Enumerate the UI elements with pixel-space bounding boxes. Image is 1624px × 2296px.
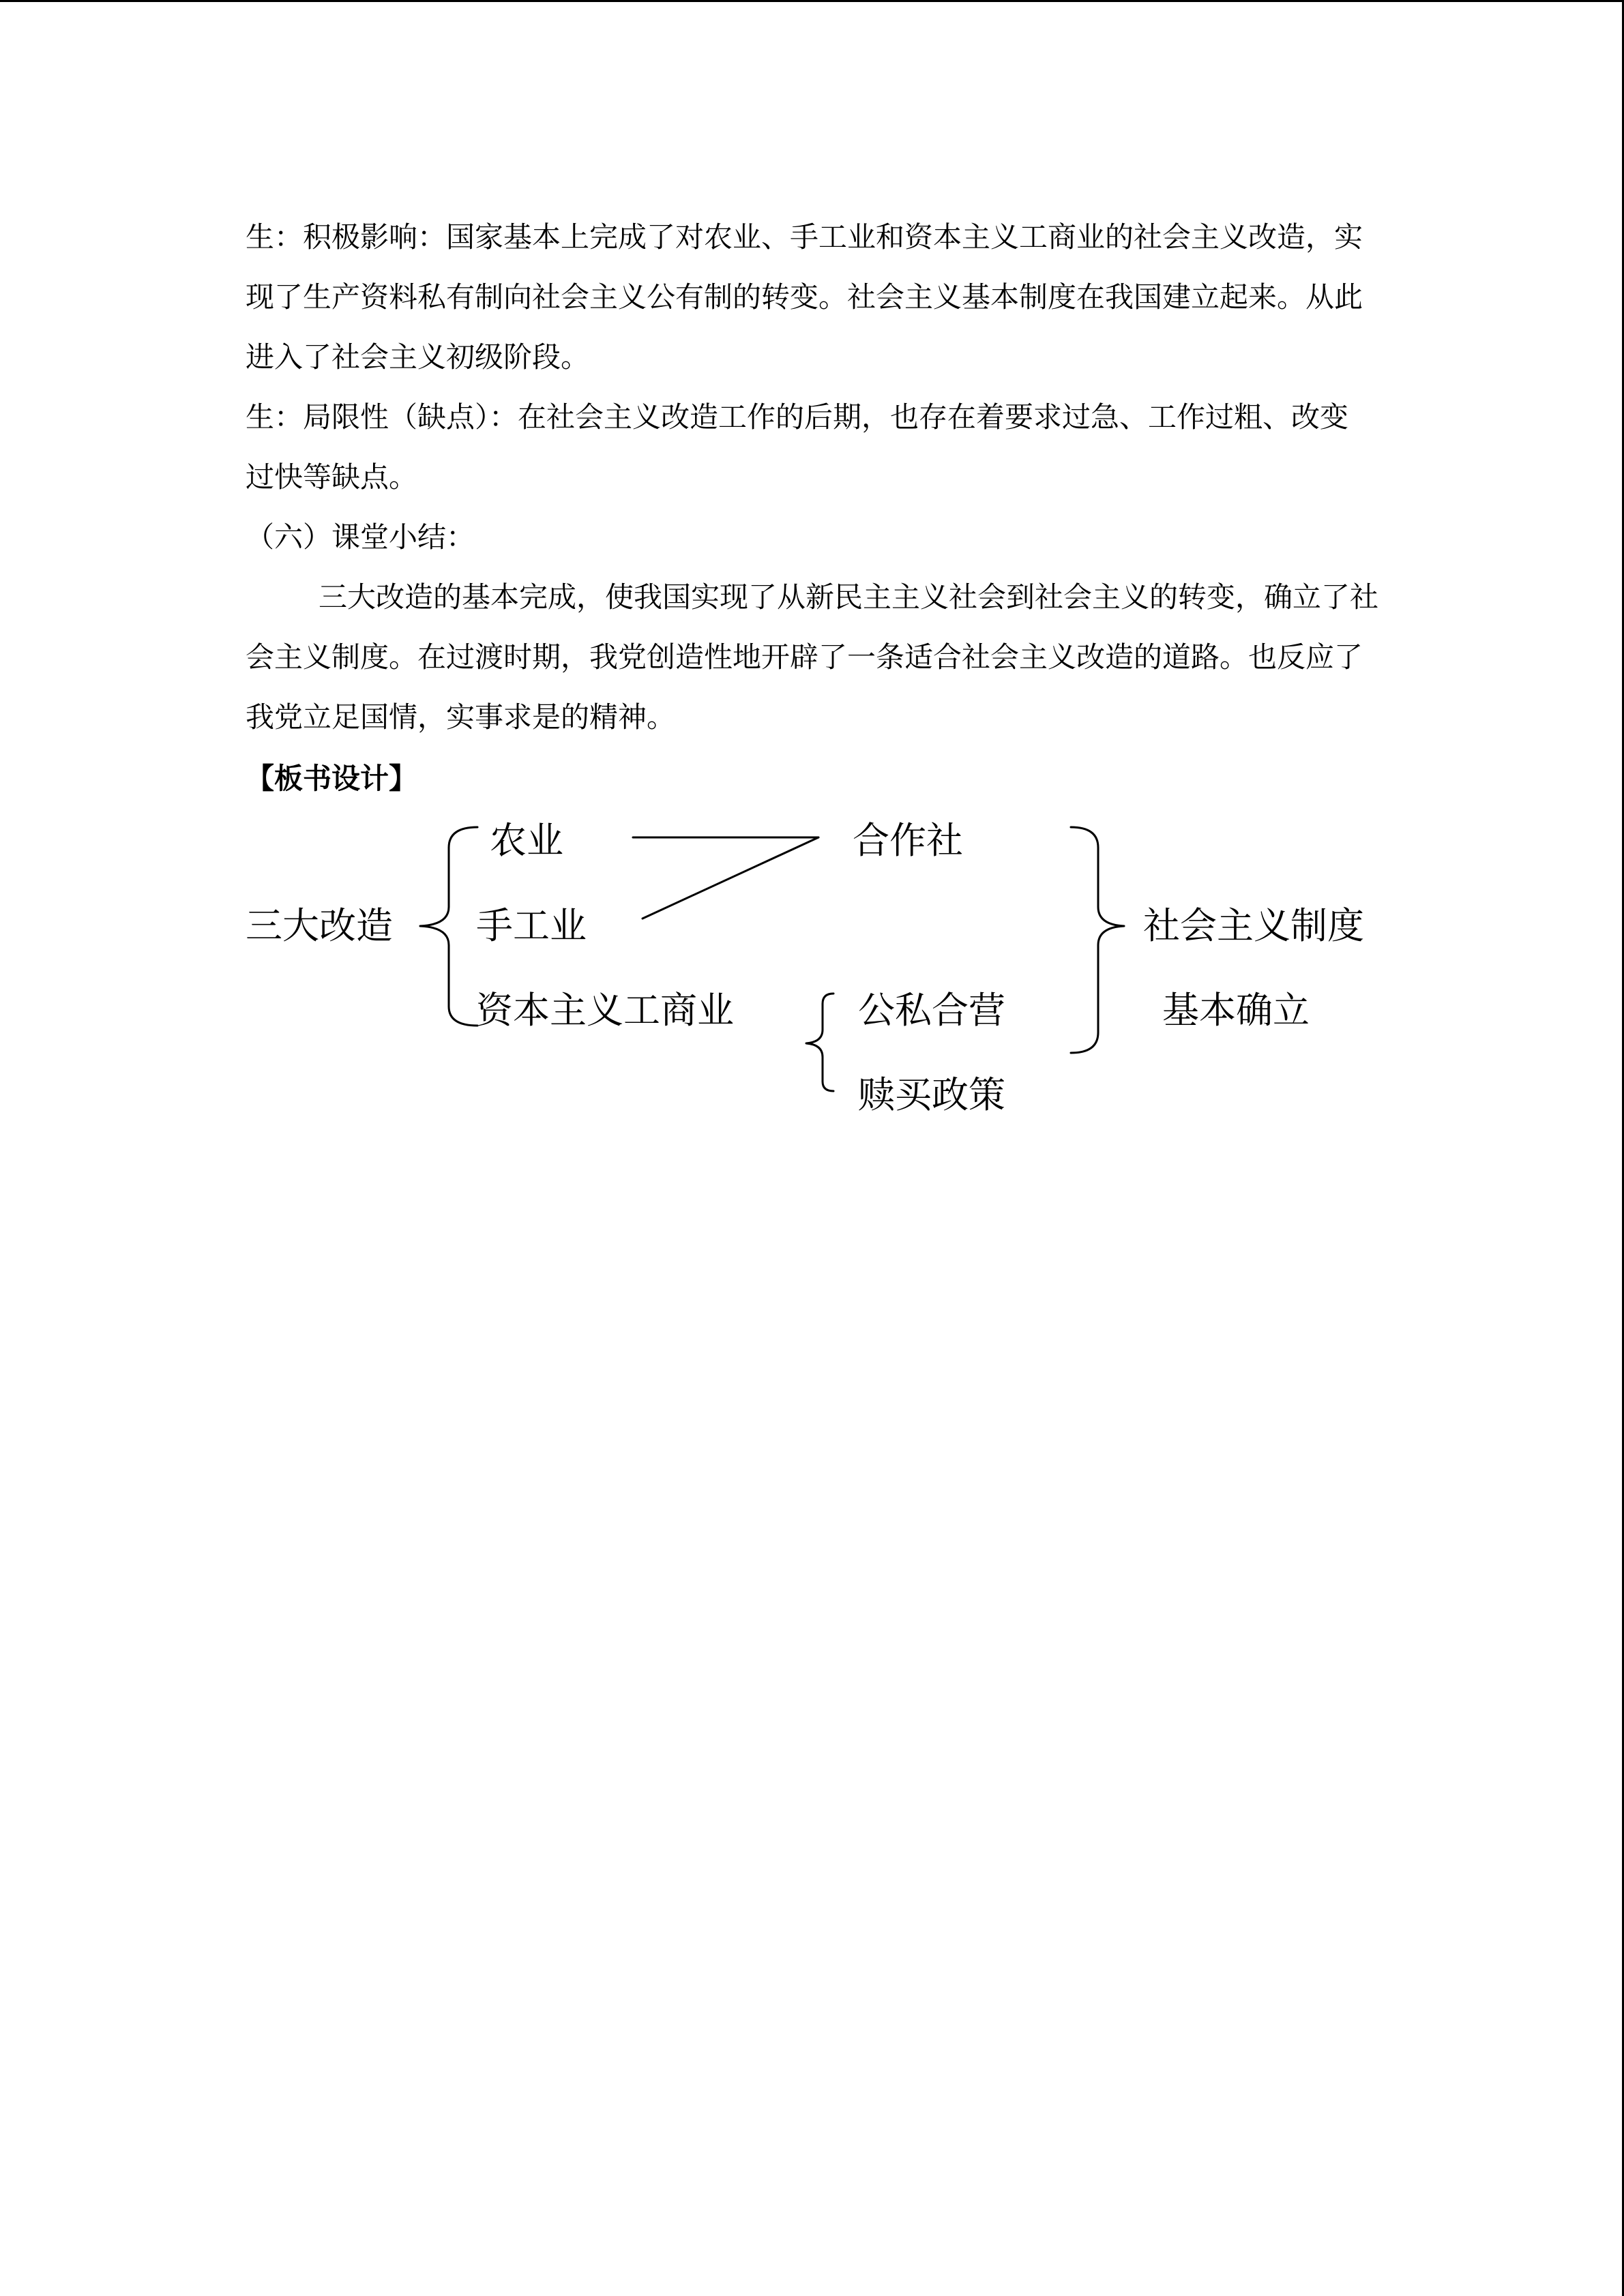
section-heading-summary [246,507,1379,567]
board-design-title: 【板书设计】 [246,762,418,795]
board-result-line1: 社会主义制度 [1143,904,1364,947]
board-result-line2: 基本确立 [1162,989,1310,1032]
text-line: 现了生产资料私有制向社会主义公有制的转变。社会主义基本制度在我国建立起来。从此 [246,280,1363,314]
left-brace [420,827,477,1026]
page-border-top [0,0,1624,2]
text-line: 我党立足国情，实事求是的精神。 [246,700,676,734]
right-brace [1071,827,1124,1053]
board-item-agriculture: 农业 [490,819,563,862]
connector-handicraft-cooperative [643,837,818,919]
board-root-label: 三大改造 [246,904,393,947]
paragraph-limitations [246,387,1379,507]
board-item-capitalist-industry: 资本主义工商业 [476,989,734,1032]
text-line: （六）课堂小结： [246,520,475,554]
board-item-handicraft: 手工业 [476,904,587,947]
sub-brace [806,994,833,1091]
text-line: 三大改造的基本完成，使我国实现了从新民主主义社会到社会主义的转变，确立了社 [319,580,1379,614]
text-line: 过快等缺点。 [246,460,418,494]
text-line: 生：积极影响：国家基本上完成了对农业、手工业和资本主义工商业的社会主义改造，实 [246,220,1363,254]
paragraph-positive-impact [246,207,1379,387]
board-item-redemption-policy: 赎买政策 [858,1073,1005,1116]
text-line: 进入了社会主义初级阶段。 [246,340,590,374]
text-line: 会主义制度。在过渡时期，我党创造性地开辟了一条适合社会主义改造的道路。也反应了 [246,640,1363,674]
text-line: 生：局限性（缺点）：在社会主义改造工作的后期，也存在着要求过急、工作过粗、改变 [246,400,1349,434]
board-item-cooperative: 合作社 [853,819,963,862]
paragraph-summary [246,567,1379,747]
board-item-joint-state-private: 公私合营 [858,989,1005,1032]
